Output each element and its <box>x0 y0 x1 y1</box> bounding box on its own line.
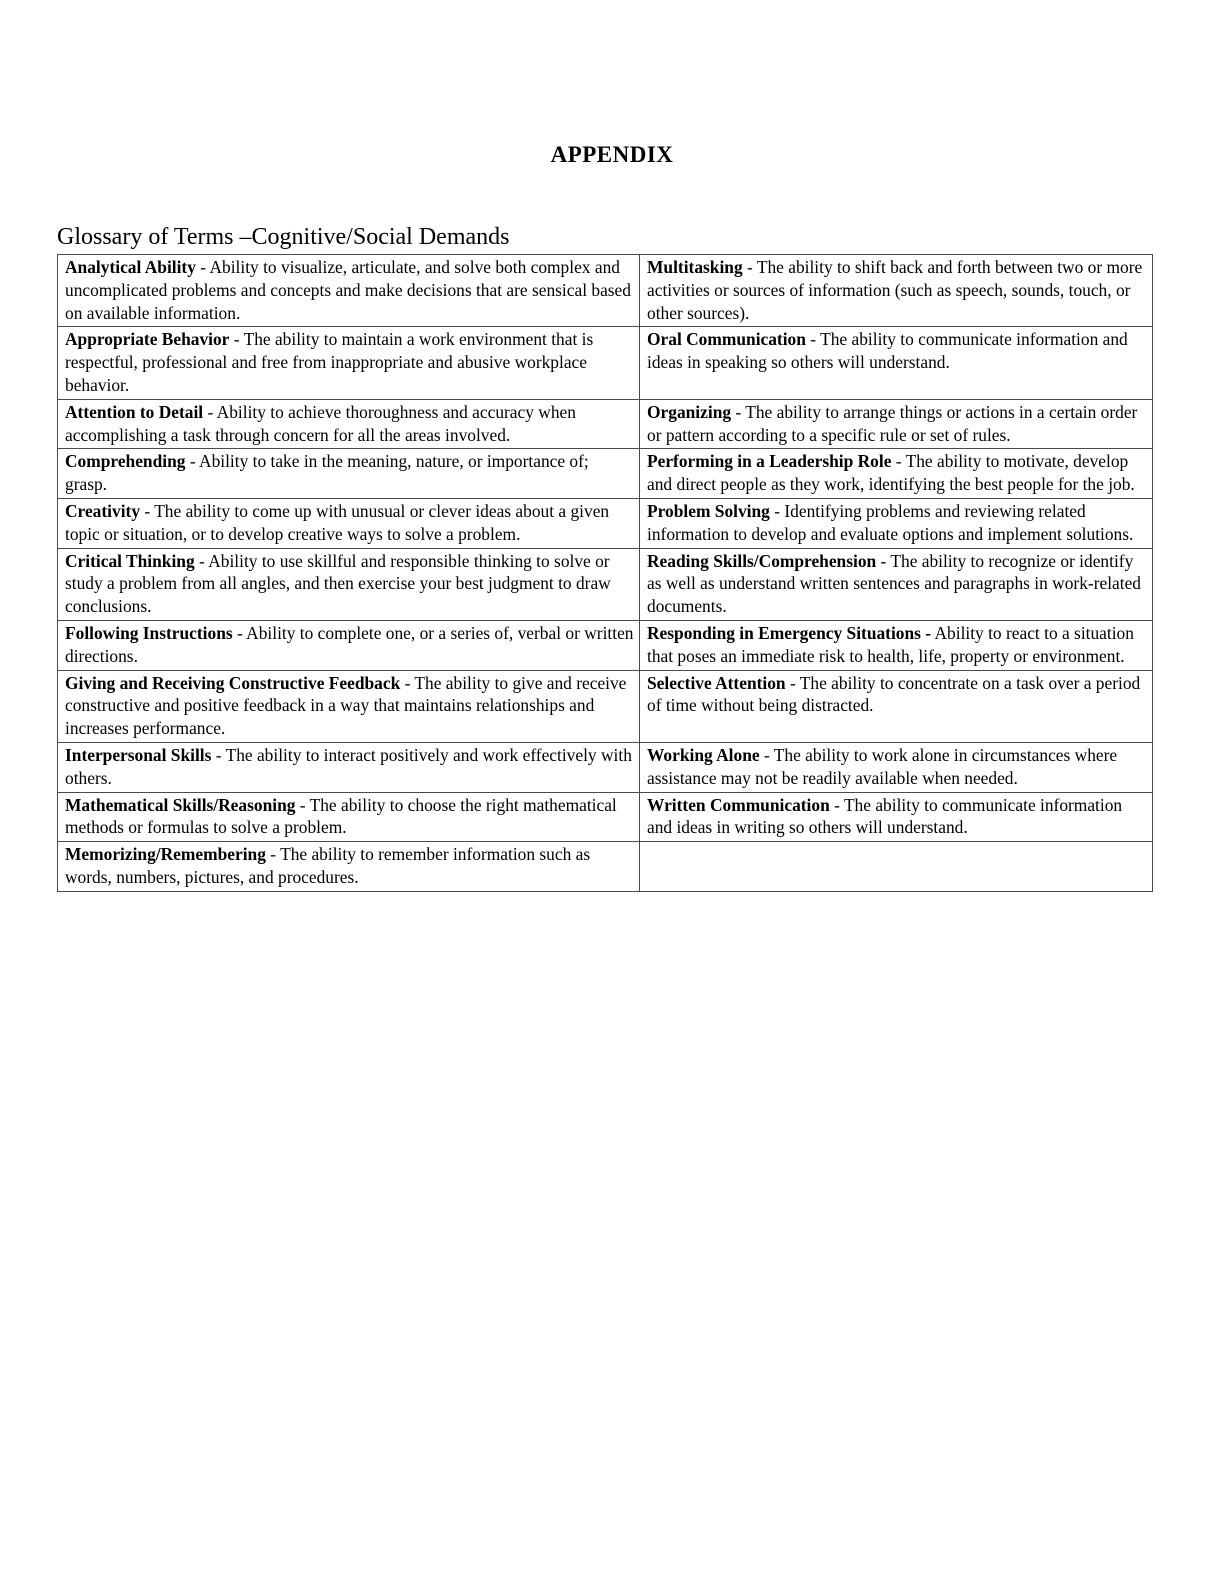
glossary-term: Working Alone <box>647 744 760 765</box>
glossary-term: Mathematical Skills/Reasoning <box>65 794 296 815</box>
glossary-definition: - The ability to shift back and forth between two or more activities or sources of information (such as speech, sounds, touch, or other sources). <box>647 257 1143 323</box>
glossary-term: Multitasking <box>647 257 743 277</box>
glossary-term: Critical Thinking <box>65 550 195 571</box>
glossary-definition: Ability to react to a situation that poses an immediate risk to health, life, property or environment. <box>647 622 1134 666</box>
glossary-table <box>57 254 1153 892</box>
glossary-cell <box>58 742 640 792</box>
glossary-term: Problem Solving <box>647 500 770 521</box>
glossary-cell <box>58 327 640 399</box>
glossary-definition: - Ability to use skillful and responsible thinking to solve or study a problem from all angles, and then exercise your best judgment to draw conclusions. <box>65 550 611 617</box>
glossary-term: Selective Attention <box>647 672 786 693</box>
glossary-term: Responding in Emergency Situations - <box>647 622 932 643</box>
glossary-definition: - The ability to remember information such as words, numbers, pictures, and procedures. <box>65 844 591 887</box>
glossary-cell <box>640 498 1153 548</box>
glossary-cell <box>58 449 640 499</box>
glossary-term: Organizing <box>647 401 732 422</box>
table-row <box>58 620 1153 670</box>
glossary-definition: - The ability to choose the right mathematical methods or formulas to solve a problem. <box>65 794 617 838</box>
table-row <box>58 742 1153 792</box>
glossary-term: Analytical Ability <box>65 257 196 277</box>
glossary-cell <box>58 255 640 327</box>
glossary-definition: - The ability to give and receive constructive and positive feedback in a way that maintains relationships and increases performance. <box>65 672 627 739</box>
table-row <box>58 498 1153 548</box>
glossary-definition: - The ability to come up with unusual or clever ideas about a given topic or situation, or to develop creative ways to solve a problem. <box>65 500 610 544</box>
glossary-definition: - The ability to work alone in circumstances where assistance may not be readily available when needed. <box>647 744 1118 788</box>
glossary-definition: - Ability to achieve thoroughness and accuracy when accomplishing a task through concern for all the areas involved. <box>65 401 576 445</box>
glossary-definition: - The ability to recognize or identify as well as understand written sentences and paragraphs in work-related documents. <box>647 550 1142 617</box>
glossary-cell <box>640 327 1153 399</box>
glossary-heading: Glossary of Terms –Cognitive/Social Demands <box>57 224 510 250</box>
table-row <box>58 255 1153 327</box>
glossary-definition: - The ability to communicate information and ideas in writing so others will understand. <box>647 794 1123 838</box>
table-row <box>58 399 1153 449</box>
glossary-definition: - Ability to complete one, or a series of, verbal or written directions. <box>65 622 634 666</box>
table-row <box>58 670 1153 742</box>
glossary-definition: - The ability to arrange things or actions in a certain order or pattern according to a specific rule or set of rules. <box>647 401 1138 445</box>
table-row <box>58 449 1153 499</box>
glossary-definition: - Identifying problems and reviewing related information to develop and evaluate options and implement solutions. <box>647 500 1134 544</box>
glossary-definition: - The ability to motivate, develop and direct people as they work, identifying the best people for the job. <box>647 451 1135 495</box>
glossary-term: Creativity <box>65 500 141 521</box>
glossary-term: Oral Communication <box>647 329 806 350</box>
glossary-cell <box>58 792 640 842</box>
page-title: APPENDIX <box>550 142 674 167</box>
table-row <box>58 327 1153 399</box>
glossary-definition: - Ability to visualize, articulate, and solve both complex and uncomplicated problems and concepts and make decisions that are sensical based on available information. <box>65 257 631 323</box>
glossary-cell <box>640 792 1153 842</box>
glossary-term: Reading Skills/Comprehension <box>647 550 877 571</box>
glossary-cell <box>640 620 1153 670</box>
glossary-definition: - The ability to maintain a work environment that is respectful, professional and free from inappropriate and abusive workplace behavior. <box>65 329 594 395</box>
glossary-cell <box>640 670 1153 742</box>
table-row <box>58 548 1153 620</box>
glossary-cell <box>58 620 640 670</box>
glossary-term: Memorizing/Remembering <box>65 844 266 865</box>
glossary-cell-empty <box>640 842 1153 892</box>
table-row <box>58 842 1153 892</box>
glossary-cell <box>640 548 1153 620</box>
glossary-term: Following Instructions <box>65 622 233 643</box>
glossary-cell <box>640 255 1153 327</box>
glossary-term: Comprehending <box>65 451 186 472</box>
glossary-term: Interpersonal Skills <box>65 744 212 765</box>
glossary-cell <box>640 742 1153 792</box>
glossary-term: Written Communication <box>647 794 830 815</box>
glossary-cell <box>58 548 640 620</box>
table-row <box>58 792 1153 842</box>
glossary-cell <box>58 842 640 892</box>
glossary-definition: - Ability to take in the meaning, nature, or importance of; grasp. <box>65 451 589 495</box>
glossary-term: Performing in a Leadership Role <box>647 451 892 472</box>
glossary-definition: - The ability to communicate information and ideas in speaking so others will understand. <box>647 329 1128 373</box>
glossary-cell <box>58 498 640 548</box>
glossary-term: Attention to Detail <box>65 401 204 422</box>
glossary-definition: - The ability to interact positively and work effectively with others. <box>65 744 632 788</box>
glossary-cell <box>58 399 640 449</box>
glossary-term: Appropriate Behavior <box>65 329 230 350</box>
glossary-cell <box>640 449 1153 499</box>
glossary-cell <box>58 670 640 742</box>
glossary-definition: - The ability to concentrate on a task over a period of time without being distracted. <box>647 672 1141 716</box>
glossary-term: Giving and Receiving Constructive Feedback <box>65 672 401 693</box>
glossary-cell <box>640 399 1153 449</box>
